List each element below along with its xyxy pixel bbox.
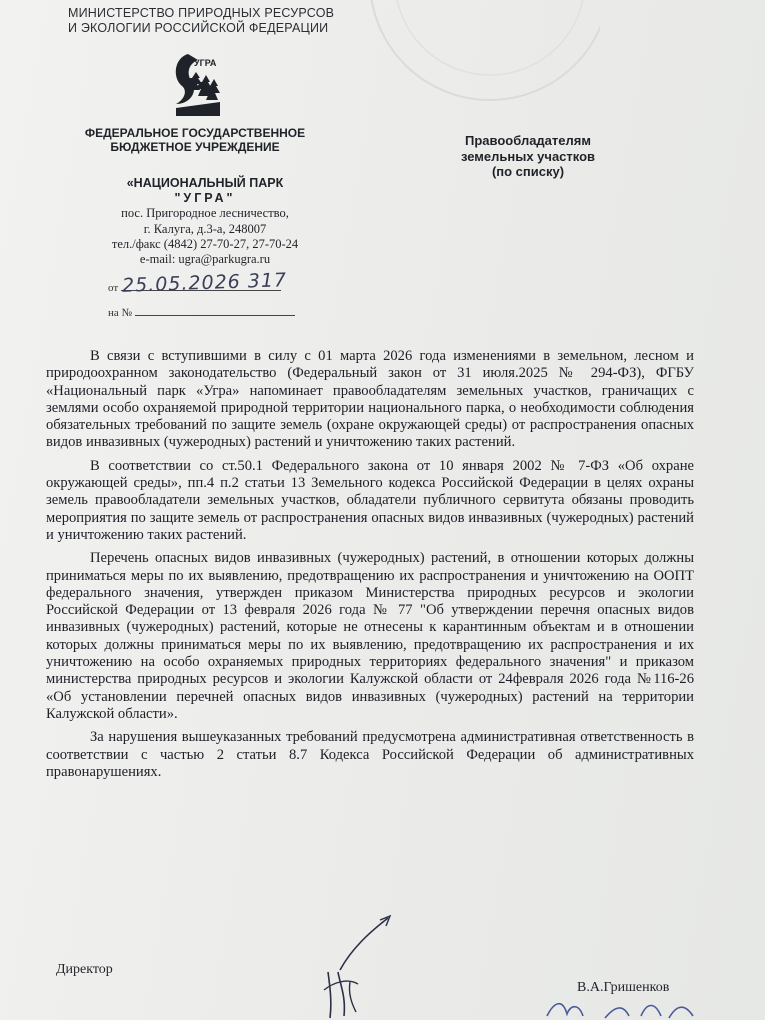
- org-line-1: ФЕДЕРАЛЬНОЕ ГОСУДАРСТВЕННОЕ: [84, 126, 306, 140]
- paragraph-1: В связи с вступившими в силу с 01 марта 2026 года изменениями в земельном, лесном и природоохранном законодательство (Федеральный закон от 31 июля.2025 № 294-ФЗ), ФГБУ «Национальный парк «Угра» напоминает правообладателям земельных участков, граничащих с землями особо охраняемой природной территории национального парка, о необходимости соблюдения обязательных требований по защите земель (охране окружающей среды) от распространения опасных видов инвазивных (чужеродных) растений и уничтожению таких растений.: [46, 348, 694, 451]
- park-name-line-1: «НАЦИОНАЛЬНЫЙ ПАРК: [126, 176, 284, 190]
- logo-text: УГРА: [194, 58, 217, 68]
- ministry-header: [68, 6, 334, 36]
- director-label: Директор: [56, 962, 113, 977]
- paragraph-4: За нарушения вышеуказанных требований предусмотрена административная ответственность в соответствии с частью 2 статьи 8.7 Кодекса Российской Федерации об административных правонарушениях.: [46, 729, 694, 780]
- paragraph-2: В соответствии со ст.50.1 Федерального закона от 10 января 2002 № 7-ФЗ «Об охране окружающей среды», пп.4 п.2 статьи 13 Земельного кодекса Российской Федерации в целях охраны земель правообладатели земельных участков, обладатели публичного сервитута обязаны проводить мероприятия по защите земель от распространения опасных видов инвазивных (чужеродных) растений и уничтожению таких растений.: [46, 457, 694, 543]
- address-line-1: пос. Пригородное лесничество,: [121, 206, 289, 221]
- recipient-line-1: Правообладателям: [465, 133, 591, 148]
- director-name: В.А.Гришенков: [577, 980, 670, 995]
- signature: [300, 912, 420, 1020]
- watermark-circle: [340, 0, 600, 110]
- ministry-line-2: И ЭКОЛОГИИ РОССИЙСКОЙ ФЕДЕРАЦИИ: [68, 21, 329, 35]
- recipient-block: [418, 133, 638, 180]
- paragraph-3: Перечень опасных видов инвазивных (чужеродных) растений, в отношении которых должны приниматься меры по их выявлению, предотвращению их распространения и уничтожению на ООПТ федерального значения, утвержден приказом Министерства природных ресурсов и экологии Российской Федерации от 13 февраля 2026 года № 77 "Об утверждении перечня опасных видов инвазивных (чужеродных) растений, которые не отнесены к карантинным объектам и в отношении которых должны приниматься меры по их выявлению, предотвращению их распространения и их уничтожению на особо охраняемых природных территориях федерального значения" и приказом министерства природных ресурсов и экологии Калужской области от 24февраля 2026 года №116-26 «Об установлении перечней опасных видов инвазивных (чужеродных) растений на территории Калужской области».: [46, 550, 694, 722]
- recipient-line-2: земельных участков: [460, 148, 596, 164]
- number-underline: [135, 305, 295, 316]
- park-details: [60, 176, 350, 267]
- from-label: от: [108, 282, 119, 294]
- ministry-line-1: МИНИСТЕРСТВО ПРИРОДНЫХ РЕСУРСОВ: [68, 6, 335, 20]
- number-label: на №: [108, 307, 133, 319]
- letter-body: [46, 348, 694, 787]
- reference-number-line: [108, 305, 295, 319]
- park-name-line-2: "УГРА": [174, 191, 236, 206]
- recipient-line-3: (по списку): [491, 164, 565, 179]
- handwritten-date: 25.05.2026 317: [121, 269, 288, 297]
- address-line-2: г. Калуга, д.3-а, 248007: [143, 221, 267, 236]
- handwritten-note: [545, 996, 705, 1020]
- email-line: e-mail: ugra@parkugra.ru: [139, 252, 271, 267]
- phone-line: тел./факс (4842) 27-70-27, 27-70-24: [111, 236, 299, 251]
- park-logo: [168, 48, 224, 118]
- organization-name: [50, 126, 340, 154]
- org-line-2: БЮДЖЕТНОЕ УЧРЕЖДЕНИЕ: [110, 140, 280, 154]
